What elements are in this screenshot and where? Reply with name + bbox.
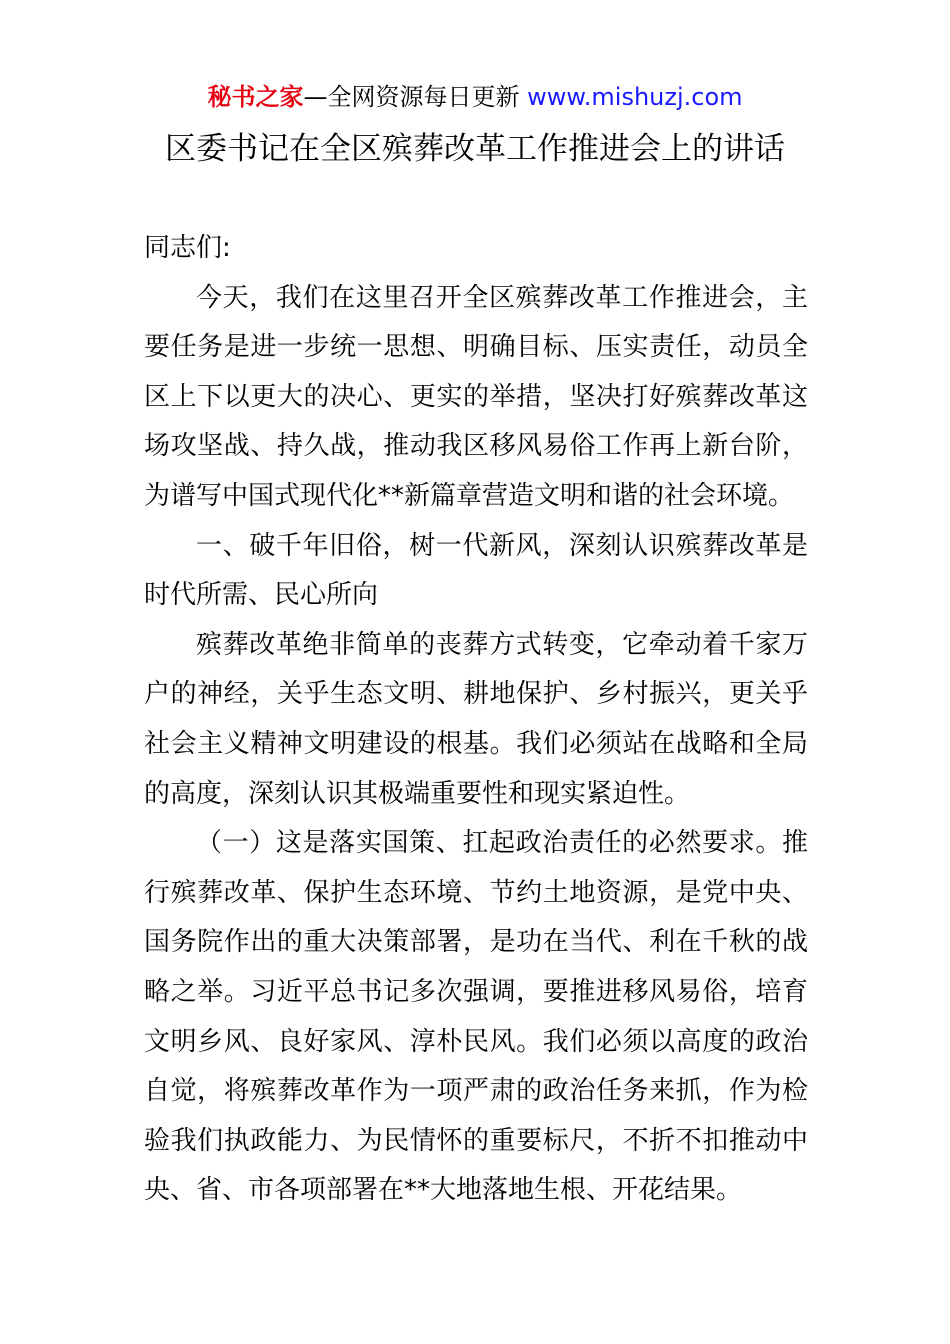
site-url-link[interactable]: www.mishuzj.com bbox=[527, 83, 743, 111]
header-tagline: —全网资源每日更新 bbox=[303, 83, 528, 111]
paragraph-section-1-intro: 殡葬改革绝非简单的丧葬方式转变，它牵动着千家万户的神经，关乎生态文明、耕地保护、乡村振兴，更关乎社会主义精神文明建设的根基。我们必须站在战略和全局的高度，深刻认识其极端重要性和现实紧迫性。 bbox=[144, 629, 808, 809]
section-heading-1: 一、破千年旧俗，树一代新风，深刻认识殡葬改革是时代所需、民心所向 bbox=[144, 530, 808, 611]
document-body bbox=[144, 224, 808, 1216]
brand-name: 秘书之家 bbox=[207, 83, 304, 111]
site-header bbox=[0, 80, 950, 114]
paragraph-opening: 今天，我们在这里召开全区殡葬改革工作推进会，主要任务是进一步统一思想、明确目标、压实责任，动员全区上下以更大的决心、更实的举措，坚决打好殡葬改革这场攻坚战、持久战，推动我区移风易俗工作再上新台阶，为谱写中国式现代化**新篇章营造文明和谐的社会环境。 bbox=[144, 282, 808, 511]
document-title: 区委书记在全区殡葬改革工作推进会上的讲话 bbox=[165, 131, 785, 167]
greeting: 同志们: bbox=[144, 233, 231, 263]
paragraph-subpoint-1: （一）这是落实国策、扛起政治责任的必然要求。推行殡葬改革、保护生态环境、节约土地资源，是党中央、国务院作出的重大决策部署，是功在当代、利在千秋的战略之举。习近平总书记多次强调，要推进移风易俗，培育文明乡风、良好家风、淳朴民风。我们必须以高度的政治自觉，将殡葬改革作为一项严肃的政治任务来抓，作为检验我们执政能力、为民情怀的重要标尺，不折不扣推动中央、省、市各项部署在**大地落地生根、开花结果。 bbox=[144, 828, 808, 1206]
